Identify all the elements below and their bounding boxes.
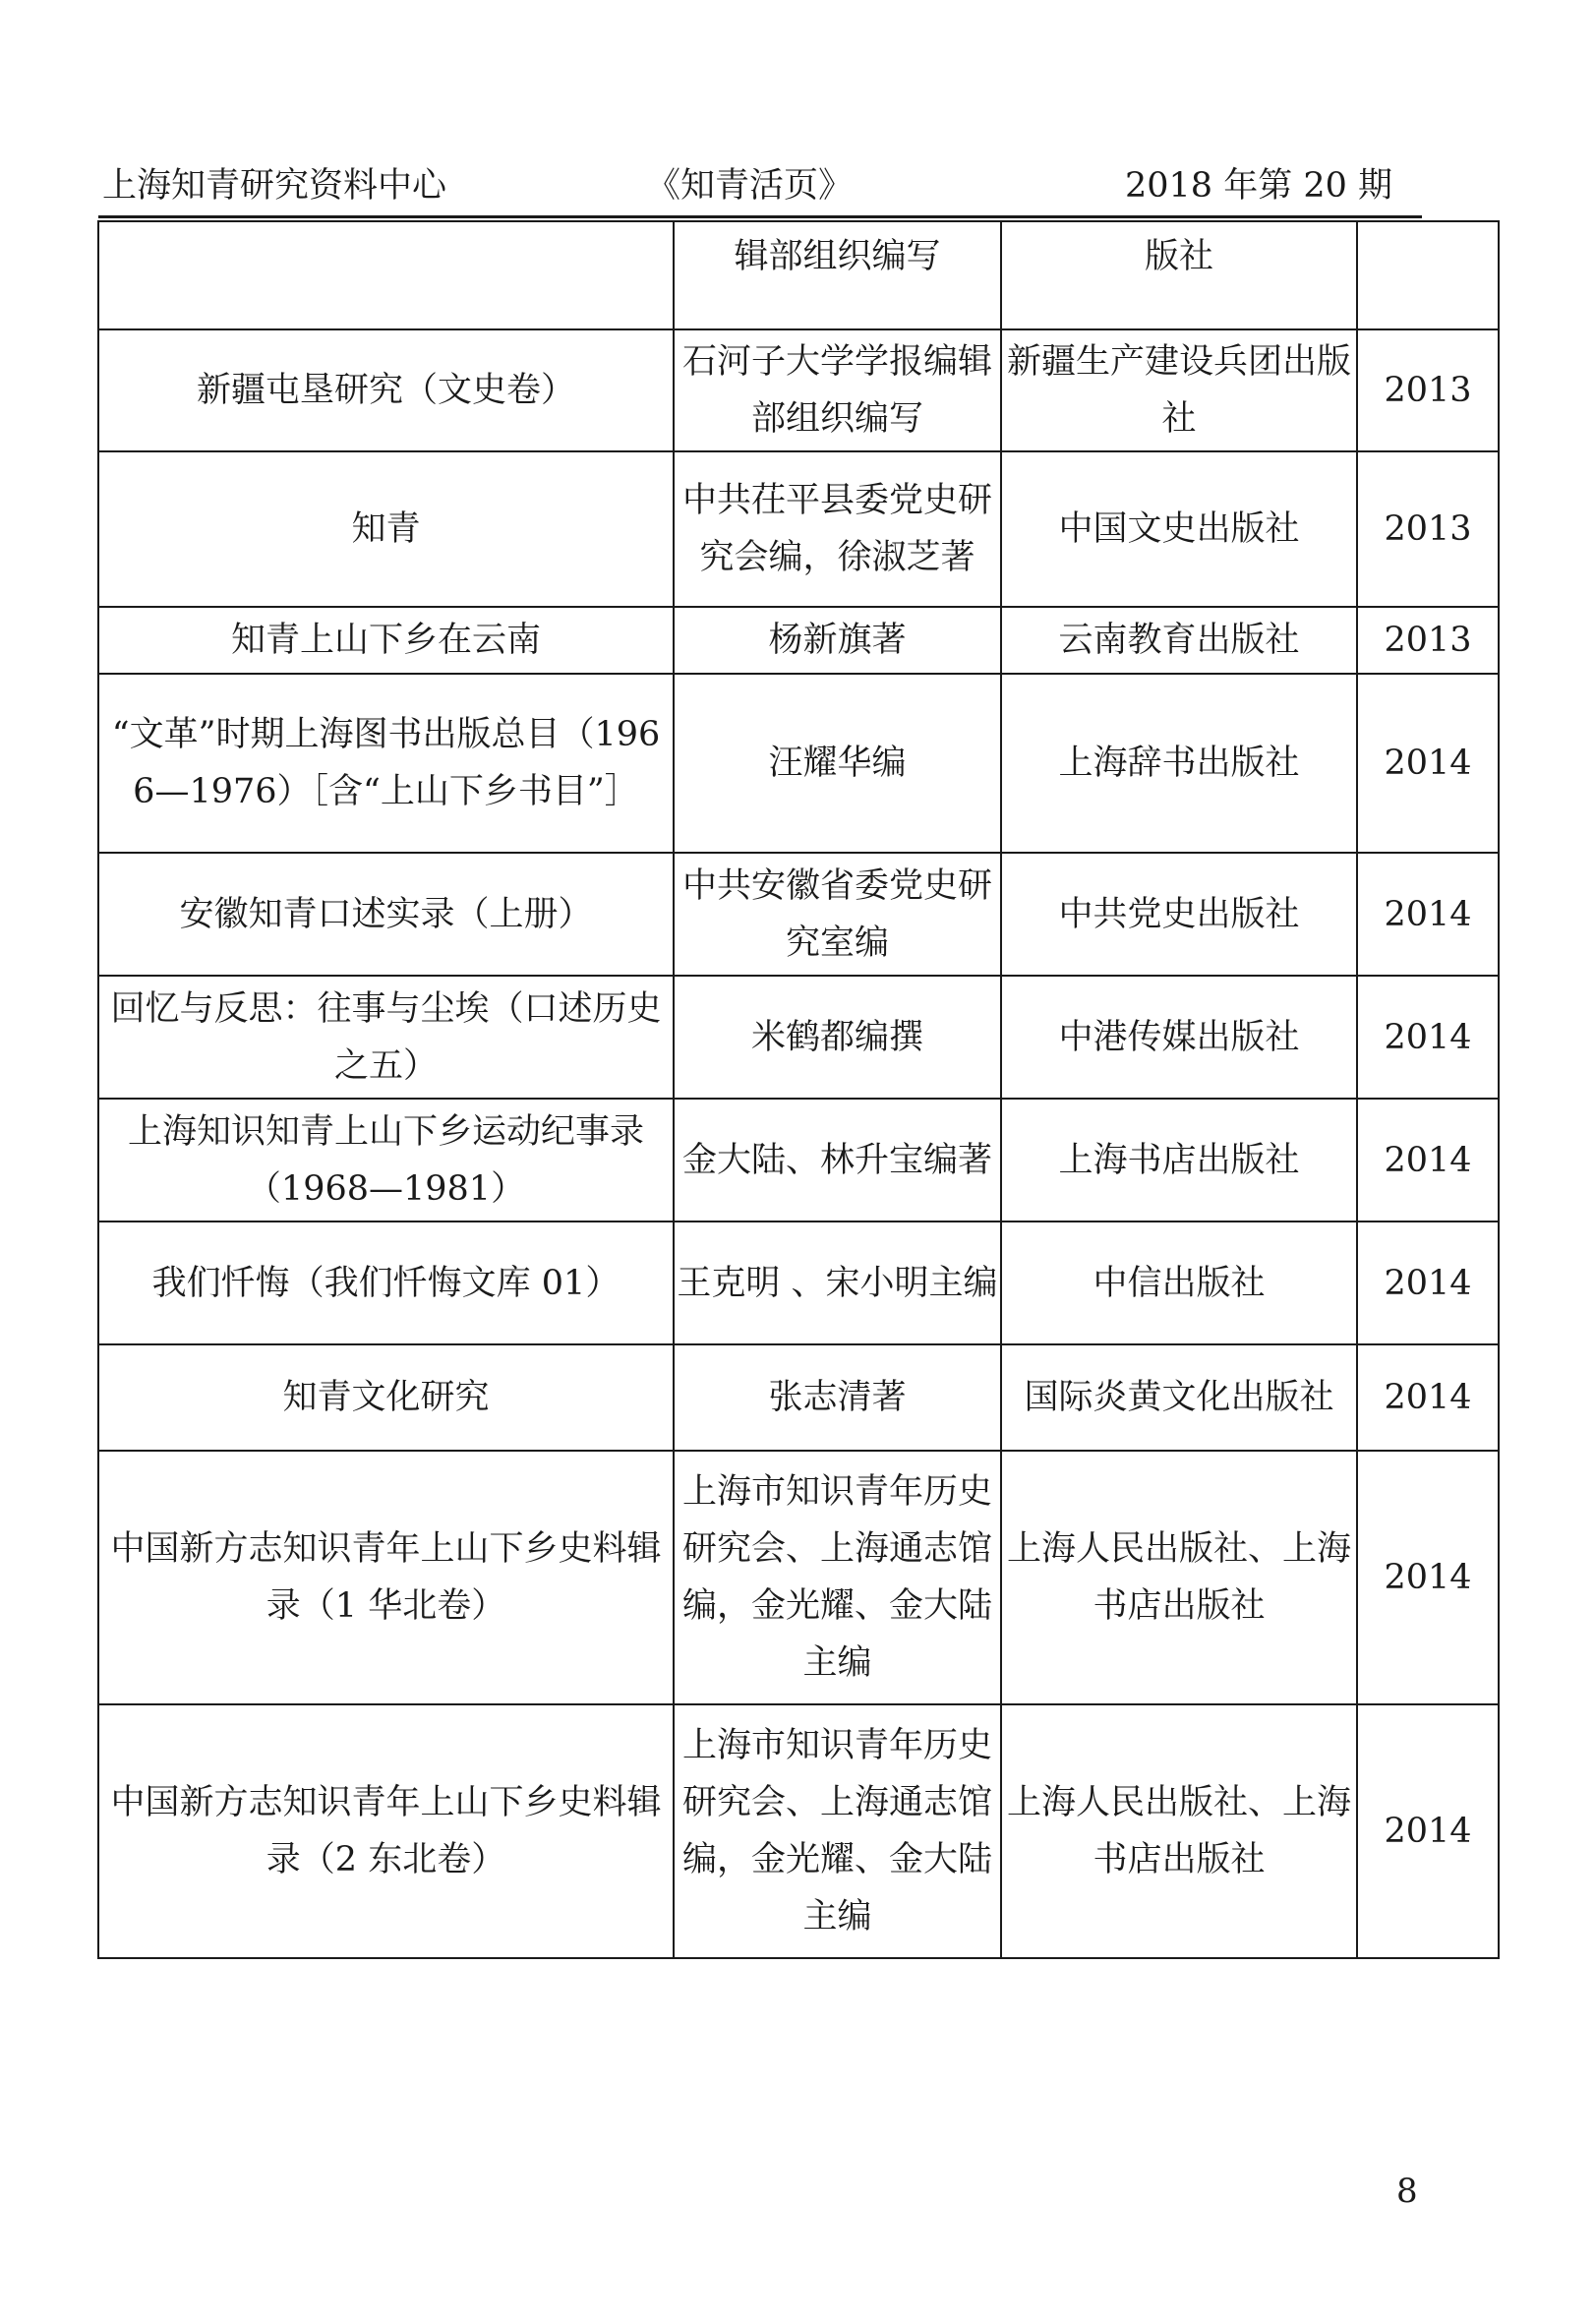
book-publisher-cell: 上海人民出版社、上海书店出版社 — [1001, 1704, 1357, 1958]
book-publisher-cell: 中港传媒出版社 — [1001, 976, 1357, 1099]
header-divider — [98, 215, 1422, 218]
book-title-cell: 上海知识知青上山下乡运动纪事录（1968—1981） — [98, 1099, 674, 1222]
table-row — [98, 1451, 1499, 1704]
book-year-cell: 2013 — [1357, 329, 1499, 451]
table-row — [98, 329, 1499, 451]
book-author-cell: 上海市知识青年历史研究会、上海通志馆编，金光耀、金大陆主编 — [674, 1704, 1001, 1958]
book-publisher-cell: 新疆生产建设兵团出版社 — [1001, 329, 1357, 451]
book-publisher-cell: 中共党史出版社 — [1001, 853, 1357, 976]
table-row — [98, 976, 1499, 1099]
book-author-cell: 辑部组织编写 — [674, 221, 1001, 329]
table-row — [98, 221, 1499, 329]
book-author-cell: 中共茌平县委党史研究会编，徐淑芝著 — [674, 451, 1001, 607]
book-author-cell: 米鹤都编撰 — [674, 976, 1001, 1099]
book-title-cell: 我们忏悔（我们忏悔文库 01） — [98, 1222, 674, 1344]
table-row — [98, 1344, 1499, 1451]
book-author-cell: 王克明 、宋小明主编 — [674, 1222, 1001, 1344]
header-issue: 2018 年第 20 期 — [1125, 166, 1392, 206]
book-title-cell: “文革”时期上海图书出版总目（1966—1976）［含“上山下乡书目”］ — [98, 674, 674, 853]
book-author-cell: 杨新旗著 — [674, 607, 1001, 674]
table-row — [98, 1099, 1499, 1222]
header-organization: 上海知青研究资料中心 — [102, 166, 447, 206]
header-journal-title: 《知青活页》 — [646, 166, 854, 206]
book-title-cell: 知青文化研究 — [98, 1344, 674, 1451]
book-author-cell: 金大陆、林升宝编著 — [674, 1099, 1001, 1222]
book-year-cell: 2014 — [1357, 976, 1499, 1099]
book-author-cell: 石河子大学学报编辑部组织编写 — [674, 329, 1001, 451]
book-year-cell — [1357, 221, 1499, 329]
table-row — [98, 607, 1499, 674]
book-year-cell: 2013 — [1357, 607, 1499, 674]
page-header — [102, 160, 1422, 211]
table-row — [98, 853, 1499, 976]
book-author-cell: 汪耀华编 — [674, 674, 1001, 853]
book-title-cell: 中国新方志知识青年上山下乡史料辑录（2 东北卷） — [98, 1704, 674, 1958]
book-publisher-cell: 上海书店出版社 — [1001, 1099, 1357, 1222]
book-title-cell — [98, 221, 674, 329]
book-publisher-cell: 国际炎黄文化出版社 — [1001, 1344, 1357, 1451]
book-year-cell: 2014 — [1357, 1222, 1499, 1344]
book-year-cell: 2014 — [1357, 674, 1499, 853]
book-year-cell: 2014 — [1357, 1451, 1499, 1704]
book-title-cell: 回忆与反思：往事与尘埃（口述历史之五） — [98, 976, 674, 1099]
book-catalog-table — [97, 220, 1500, 1959]
book-title-cell: 安徽知青口述实录（上册） — [98, 853, 674, 976]
book-publisher-cell: 版社 — [1001, 221, 1357, 329]
book-author-cell: 张志清著 — [674, 1344, 1001, 1451]
book-author-cell: 中共安徽省委党史研究室编 — [674, 853, 1001, 976]
book-author-cell: 上海市知识青年历史研究会、上海通志馆编，金光耀、金大陆主编 — [674, 1451, 1001, 1704]
book-title-cell: 新疆屯垦研究（文史卷） — [98, 329, 674, 451]
table-row — [98, 1222, 1499, 1344]
book-publisher-cell: 云南教育出版社 — [1001, 607, 1357, 674]
book-year-cell: 2014 — [1357, 853, 1499, 976]
book-publisher-cell: 上海辞书出版社 — [1001, 674, 1357, 853]
book-title-cell: 中国新方志知识青年上山下乡史料辑录（1 华北卷） — [98, 1451, 674, 1704]
book-year-cell: 2014 — [1357, 1344, 1499, 1451]
book-year-cell: 2013 — [1357, 451, 1499, 607]
table-row — [98, 451, 1499, 607]
table-row — [98, 1704, 1499, 1958]
book-year-cell: 2014 — [1357, 1704, 1499, 1958]
page-number: 8 — [1396, 2172, 1418, 2211]
book-publisher-cell: 上海人民出版社、上海书店出版社 — [1001, 1451, 1357, 1704]
book-title-cell: 知青 — [98, 451, 674, 607]
book-title-cell: 知青上山下乡在云南 — [98, 607, 674, 674]
book-year-cell: 2014 — [1357, 1099, 1499, 1222]
table-row — [98, 674, 1499, 853]
book-publisher-cell: 中信出版社 — [1001, 1222, 1357, 1344]
book-publisher-cell: 中国文史出版社 — [1001, 451, 1357, 607]
